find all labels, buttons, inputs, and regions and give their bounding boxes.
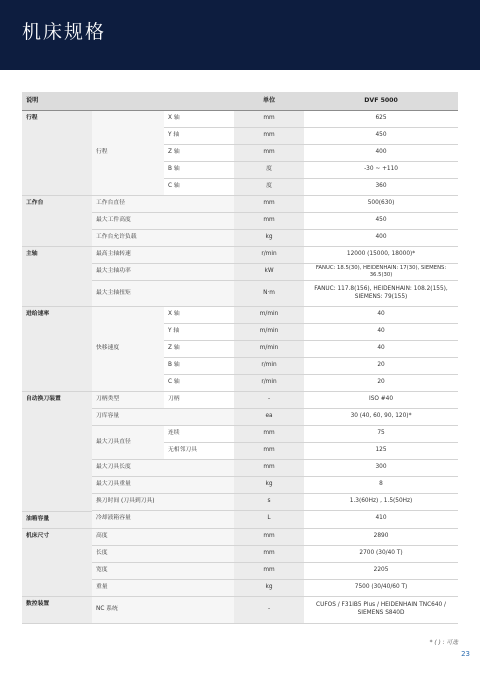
unit-cell: - [234, 392, 304, 409]
value-cell: 450 [304, 128, 458, 145]
value-cell: ISO #40 [304, 392, 458, 409]
unit-cell: mm [234, 128, 304, 145]
table-row [22, 196, 458, 213]
value-cell: 500(630) [304, 196, 458, 213]
value-line: FANUC: 117.8(156), HEIDENHAIN: 108.2(155), [314, 285, 448, 292]
subgroup-label: 快移速度 [92, 307, 164, 392]
table-row [22, 528, 458, 545]
spec-label: 工作台允许负载 [92, 230, 234, 247]
page-title: 机床规格 [22, 21, 107, 43]
unit-cell: mm [234, 111, 304, 128]
spec-label: 重量 [92, 579, 234, 596]
table-row [22, 392, 458, 409]
unit-cell: - [234, 596, 304, 623]
axis-label: Z 轴 [164, 341, 234, 358]
unit-cell: L [234, 511, 304, 528]
value-line: CUFOS / F31iB5 Plus / HEIDENHAIN TNC640 / [316, 601, 447, 608]
spec-table [22, 92, 458, 624]
footnote: * ( ) : 可选 [429, 640, 458, 646]
spec-label: NC 系统 [92, 596, 234, 623]
value-cell [304, 281, 458, 307]
unit-cell: r/min [234, 358, 304, 375]
axis-label: C 轴 [164, 375, 234, 392]
value-cell: 40 [304, 324, 458, 341]
table-row [22, 307, 458, 324]
unit-cell: ea [234, 409, 304, 426]
group-label: 数控装置 [22, 596, 92, 623]
value-cell: 410 [304, 511, 458, 528]
spec-label: 最大工件高度 [92, 213, 234, 230]
spec-label: 最大主轴功率 [92, 264, 234, 281]
axis-label: B 轴 [164, 162, 234, 179]
value-cell: -30 ~ +110 [304, 162, 458, 179]
unit-cell: m/min [234, 324, 304, 341]
axis-label: Y 轴 [164, 324, 234, 341]
unit-cell: mm [234, 528, 304, 545]
unit-cell: mm [234, 443, 304, 460]
axis-label: C 轴 [164, 179, 234, 196]
unit-cell: mm [234, 562, 304, 579]
unit-cell: r/min [234, 247, 304, 264]
unit-cell: mm [234, 213, 304, 230]
axis-label: Z 轴 [164, 145, 234, 162]
spec-label: 宽度 [92, 562, 234, 579]
value-cell: 300 [304, 460, 458, 477]
unit-cell: kg [234, 230, 304, 247]
axis-label: X 轴 [164, 111, 234, 128]
spec-label: 工作台直径 [92, 196, 234, 213]
value-line: SIEMENS: 79(155) [354, 293, 408, 300]
value-cell: 400 [304, 145, 458, 162]
spec-sublabel: 无相邻刀具 [164, 443, 234, 460]
group-label: 自动换刀装置 [22, 392, 92, 512]
value-cell [304, 596, 458, 623]
spec-label: 最大刀具长度 [92, 460, 234, 477]
unit-cell: m/min [234, 307, 304, 324]
value-cell: 7500 (30/40/60 T) [304, 579, 458, 596]
axis-label: X 轴 [164, 307, 234, 324]
group-label: 工作台 [22, 196, 92, 247]
unit-cell: kW [234, 264, 304, 281]
table-row [22, 247, 458, 264]
group-label: 油箱容量 [22, 511, 92, 528]
value-cell: 40 [304, 307, 458, 324]
group-label: 机床尺寸 [22, 528, 92, 596]
page-header [0, 0, 480, 70]
unit-cell: mm [234, 460, 304, 477]
group-label: 进给速率 [22, 307, 92, 392]
value-cell: 12000 (15000, 18000)* [304, 247, 458, 264]
value-cell: 125 [304, 443, 458, 460]
spec-label: 长度 [92, 545, 234, 562]
unit-cell: mm [234, 196, 304, 213]
unit-cell: s [234, 494, 304, 511]
value-cell: 20 [304, 375, 458, 392]
spec-label: 刀库容量 [92, 409, 234, 426]
spec-label: 最大刀具重量 [92, 477, 234, 494]
spec-label: 最高主轴转速 [92, 247, 234, 264]
table-header-row [22, 92, 458, 111]
value-line: SIEMENS S840D [357, 609, 405, 616]
unit-cell: r/min [234, 375, 304, 392]
header-model: DVF 5000 [304, 92, 458, 111]
value-cell: 360 [304, 179, 458, 196]
unit-cell: m/min [234, 341, 304, 358]
header-unit: 单位 [234, 92, 304, 111]
spec-label: 冷却液箱容量 [92, 511, 234, 528]
spec-label: 刀柄类型 [92, 392, 164, 409]
value-cell: 30 (40, 60, 90, 120)* [304, 409, 458, 426]
unit-cell: mm [234, 545, 304, 562]
table-row [22, 111, 458, 128]
spec-label: 最大主轴扭矩 [92, 281, 234, 307]
unit-cell: kg [234, 477, 304, 494]
unit-cell: N·m [234, 281, 304, 307]
value-cell: 2700 (30/40 T) [304, 545, 458, 562]
value-cell: 8 [304, 477, 458, 494]
value-cell: 450 [304, 213, 458, 230]
value-cell: 20 [304, 358, 458, 375]
group-label: 行程 [22, 111, 92, 196]
subgroup-label: 行程 [92, 111, 164, 196]
value-cell: FANUC: 18.5(30), HEIDENHAIN: 17(30), SIEMENS: 36.5(30) [304, 264, 458, 281]
spec-sublabel: 刀柄 [164, 392, 234, 409]
header-description: 说明 [22, 92, 234, 111]
value-cell: 40 [304, 341, 458, 358]
unit-cell: 度 [234, 179, 304, 196]
spec-sublabel: 连续 [164, 426, 234, 443]
unit-cell: mm [234, 426, 304, 443]
unit-cell: mm [234, 145, 304, 162]
page-number: 23 [461, 650, 470, 658]
spec-label: 高度 [92, 528, 234, 545]
axis-label: Y 轴 [164, 128, 234, 145]
table-row [22, 596, 458, 623]
unit-cell: kg [234, 579, 304, 596]
value-cell: 2890 [304, 528, 458, 545]
value-cell: 400 [304, 230, 458, 247]
unit-cell: 度 [234, 162, 304, 179]
value-cell: 1.3(60Hz) , 1.5(50Hz) [304, 494, 458, 511]
axis-label: B 轴 [164, 358, 234, 375]
value-cell: 2205 [304, 562, 458, 579]
spec-label: 换刀时间 (刀具到刀具) [92, 494, 234, 511]
group-label: 主轴 [22, 247, 92, 307]
spec-label: 最大刀具直径 [92, 426, 164, 460]
value-cell: 75 [304, 426, 458, 443]
value-cell: 625 [304, 111, 458, 128]
table-row [22, 511, 458, 528]
